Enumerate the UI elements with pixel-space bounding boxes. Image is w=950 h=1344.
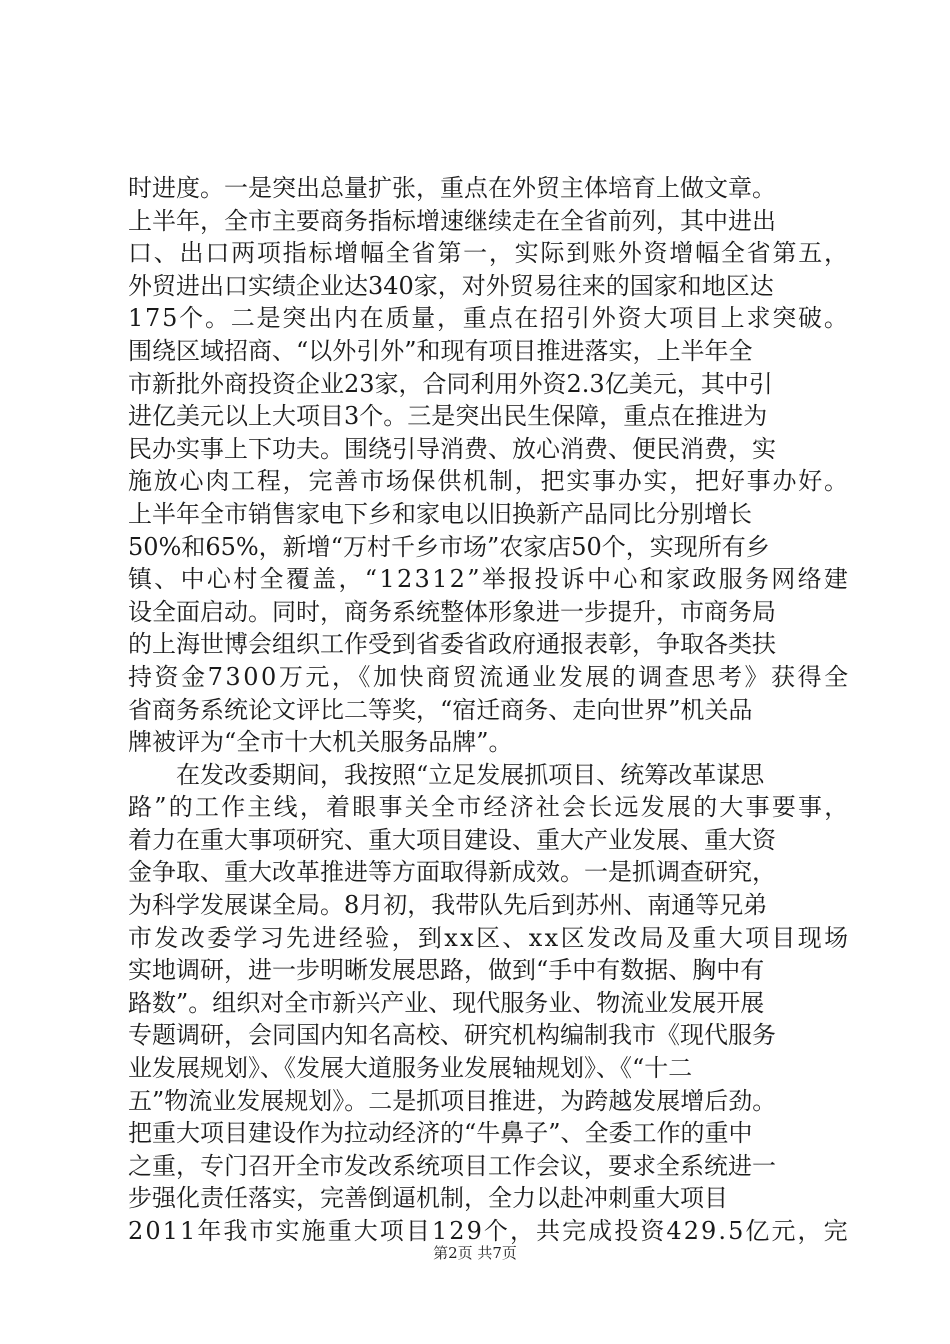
- text-line: 民办实事上下功夫。围绕引导消费、放心消费、便民消费，实: [128, 434, 776, 463]
- text-line: 步强化责任落实，完善倒逼机制，全力以赴冲刺重大项目: [128, 1184, 728, 1213]
- text-line: 业发展规划》、《发展大道服务业发展轴规划》、《“十二: [128, 1054, 693, 1083]
- text-line: 金争取、重大改革推进等方面取得新成效。一是抓调查研究，: [128, 858, 776, 887]
- text-line: 围绕区域招商、“以外引外”和现有项目推进落实，上半年全: [128, 336, 753, 365]
- text-line: 实地调研，进一步明晰发展思路，做到“手中有数据、胸中有: [128, 956, 765, 985]
- text-line: 175个。二是突出内在质量，重点在招引外资大项目上求突破。: [128, 304, 850, 333]
- text-line: 上半年全市销售家电下乡和家电以旧换新产品同比分别增长: [128, 499, 752, 528]
- text-line: 省商务系统论文评比二等奖，“宿迁商务、走向世界”机关品: [128, 695, 753, 724]
- text-line: 路”的工作主线，着眼事关全市经济社会长远发展的大事要事，: [128, 793, 851, 822]
- text-line: 牌被评为“全市十大机关服务品牌”。: [128, 728, 513, 757]
- text-line: 之重，专门召开全市发改系统项目工作会议，要求全系统进一: [128, 1151, 776, 1180]
- page-number-footer: 第2页 共7页: [433, 1244, 517, 1262]
- text-line: 专题调研，会同国内知名高校、研究机构编制我市《现代服务: [128, 1021, 776, 1050]
- text-line: 把重大项目建设作为拉动经济的“牛鼻子”、全委工作的重中: [128, 1119, 753, 1148]
- text-line: 镇、中心村全覆盖，“12312”举报投诉中心和家政服务网络建: [128, 565, 851, 594]
- text-line: 外贸进出口实绩企业达340家，对外贸易往来的国家和地区达: [128, 271, 774, 300]
- text-line: 为科学发展谋全局。8月初，我带队先后到苏州、南通等兄弟: [128, 891, 768, 920]
- text-line: 进亿美元以上大项目3个。三是突出民生保障，重点在推进为: [128, 402, 768, 431]
- body-text: [128, 172, 851, 1248]
- text-line: 的上海世博会组织工作受到省委省政府通报表彰，争取各类扶: [128, 630, 776, 659]
- text-line: 市新批外商投资企业23家，合同利用外资2.3亿美元，其中引: [128, 369, 773, 398]
- text-line: 时进度。一是突出总量扩张，重点在外贸主体培育上做文章。: [128, 174, 776, 202]
- text-line: 设全面启动。同时，商务系统整体形象进一步提升，市商务局: [128, 597, 776, 626]
- text-line: 口、出口两项指标增幅全省第一，实际到账外资增幅全省第五，: [128, 239, 850, 268]
- text-line: 施放心肉工程，完善市场保供机制，把实事办实，把好事办好。: [128, 467, 850, 496]
- text-line: 五”物流业发展规划》。二是抓项目推进，为跨越发展增后劲。: [128, 1086, 777, 1115]
- text-line: 在发改委期间，我按照“立足发展抓项目、统筹改革谋思: [128, 760, 765, 789]
- text-line: 50%和65%，新增“万村千乡市场”农家店50个，实现所有乡: [128, 532, 770, 561]
- text-line: 路数”。组织对全市新兴产业、现代服务业、物流业发展开展: [128, 988, 765, 1017]
- text-line: 持资金7300万元，《加快商贸流通业发展的调查思考》获得全: [128, 662, 851, 691]
- text-line: 市发改委学习先进经验，到xx区、xx区发改局及重大项目现场: [128, 923, 851, 952]
- text-line: 着力在重大事项研究、重大项目建设、重大产业发展、重大资: [128, 825, 776, 854]
- text-line: 2011年我市实施重大项目129个，共完成投资429.5亿元，完: [128, 1217, 850, 1245]
- text-line: 上半年，全市主要商务指标增速继续走在全省前列，其中进出: [128, 206, 776, 235]
